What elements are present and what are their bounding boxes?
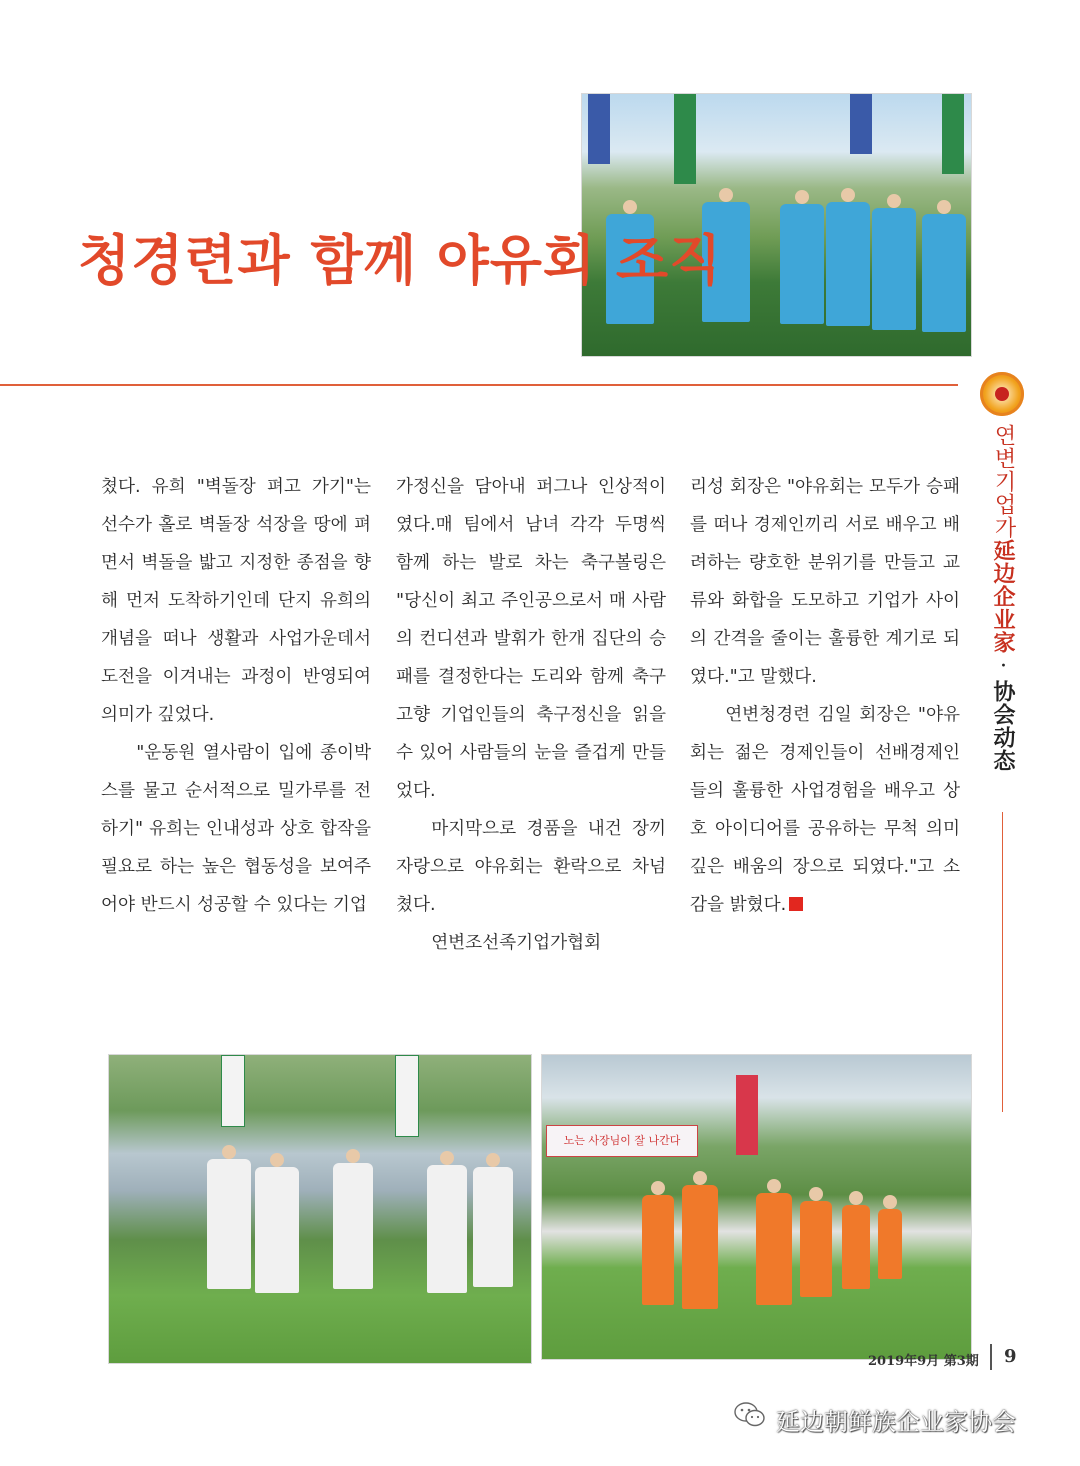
magazine-name-korean: 연변기업가 [991, 424, 1016, 539]
paragraph: "운동원 열사람이 입에 종이박스를 물고 순서적으로 밀가루를 전하기" 유희는 인내성과 상호 합작을 필요로 하는 높은 협동성을 보여주어야 반드시 성공할 수 있다는 기업 [101, 743, 371, 915]
person [878, 1209, 902, 1279]
person [756, 1193, 792, 1305]
banner-flag [221, 1055, 245, 1127]
person [427, 1165, 467, 1293]
section-label-vertical [987, 424, 1019, 772]
text-column-3 [690, 468, 960, 924]
wechat-account-watermark: 延边朝鲜族企业家协会 [776, 1408, 1016, 1436]
text-column-1 [101, 468, 371, 924]
person [842, 1205, 870, 1289]
person [872, 208, 916, 330]
article-title: 청경련과 함께 야유회 조직 [78, 229, 723, 292]
photo-parade-white-team [108, 1054, 532, 1364]
paragraph [690, 696, 960, 924]
paragraph: 가정신을 담아내 퍼그나 인상적이였다.매 팀에서 남녀 각각 두명씩 함께 하는 발로 차는 축구볼링은 "당신이 최고 주인공으로서 매 사람의 컨디션과 발휘가 한개 집단의 승패를 결정한다는 도리와 함께 축구고향 기업인들의 축구정신을 읽을수 있어 사람들의 눈을 즐겁게 만들었다. [396, 477, 666, 801]
banner-flag [395, 1055, 419, 1137]
header-rule [0, 384, 958, 386]
side-rule [1002, 812, 1003, 1112]
person [642, 1195, 674, 1305]
person [333, 1163, 373, 1289]
end-mark-icon [789, 897, 803, 911]
person [922, 214, 966, 332]
person [473, 1167, 513, 1287]
banner-flag [942, 94, 964, 174]
wechat-icon [734, 1402, 766, 1428]
paragraph: 리성 회장은 "야유회는 모두가 승패를 떠나 경제인끼리 서로 배우고 배려하는 량호한 분위기를 만들고 교류와 화합을 도모하고 기업가 사이의 간격을 줄이는 훌륭한 계기로 되였다."고 말했다. [690, 477, 960, 687]
banner-flag [736, 1075, 758, 1155]
person [207, 1159, 251, 1289]
person [780, 204, 824, 324]
text-column-2 [396, 468, 666, 962]
person [255, 1167, 299, 1293]
person [826, 202, 870, 326]
separator-dot: · [991, 654, 1016, 680]
section-name: 协会动态 [990, 680, 1016, 772]
issue-label: 2019年9月 第3期 [868, 1354, 979, 1369]
paragraph-text: 연변청경련 김일 회장은 "야유회는 젊은 경제인들이 선배경제인들의 훌륭한 사업경험을 배우고 상호 아이디어를 공유하는 무척 의미깊은 배움의 장으로 되였다."고 소감을 밝혔다. [690, 705, 960, 915]
banner-flag [674, 94, 696, 184]
page-number: 9 [1004, 1346, 1017, 1367]
photo-parade-orange-team [541, 1054, 972, 1360]
magazine-name-chinese: 延边企业家 [990, 539, 1016, 654]
banner-flag [850, 94, 872, 154]
person [682, 1185, 718, 1309]
paragraph: 연변조선족기업가협회 [431, 933, 602, 953]
footer-separator [990, 1344, 992, 1370]
person [800, 1201, 832, 1297]
paragraph: 마지막으로 경품을 내건 장끼자랑으로 야유회는 환락으로 차넘쳤다. [396, 819, 666, 915]
event-banner: 노는 사장님이 잘 나간다 [546, 1125, 698, 1157]
banner-flag [588, 94, 610, 164]
paragraph: 쳤다. 유희 "벽돌장 펴고 가기"는 선수가 홀로 벽돌장 석장을 땅에 펴면서 벽돌을 밟고 지정한 종점을 향해 먼저 도착하기인데 단지 유희의 개념을 떠나 생활과 사업가운데서 도전을 이겨내는 과정이 반영되여 의미가 깊었다. [101, 477, 371, 725]
emblem-center-icon [995, 387, 1009, 401]
